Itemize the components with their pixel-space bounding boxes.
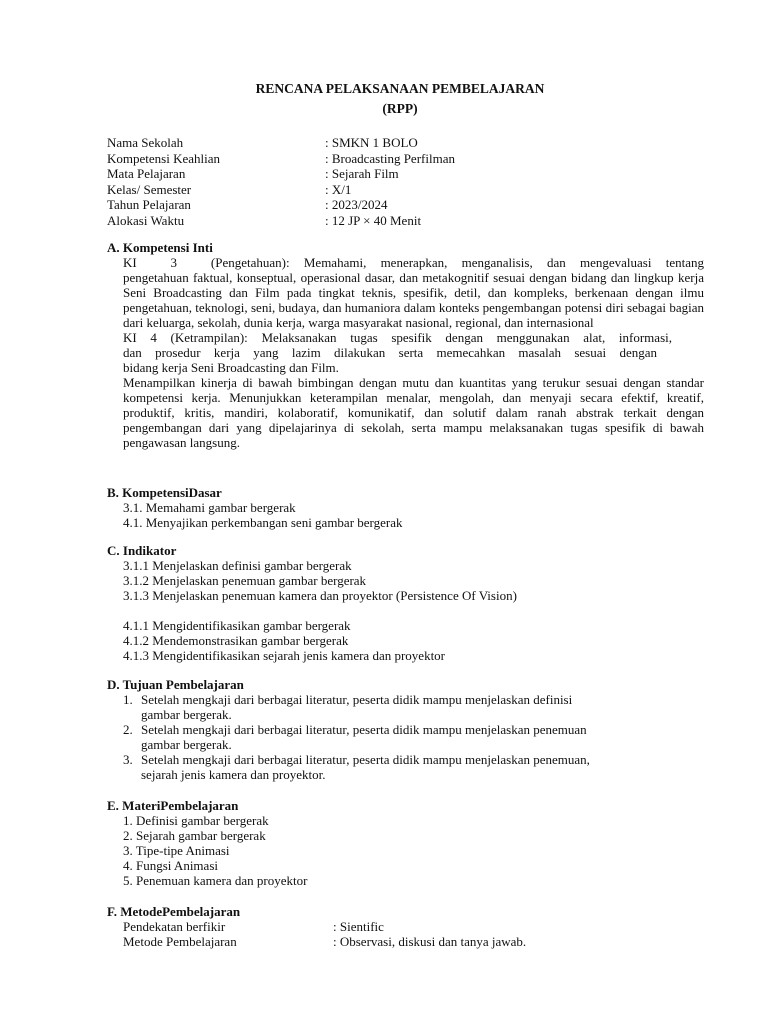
list-item: 4. Fungsi Animasi bbox=[123, 858, 218, 873]
identity-value: : SMKN 1 BOLO bbox=[325, 135, 418, 150]
item-text: Setelah mengkaji dari berbagai literatur, peserta didik mampu menjelaskan penemuan, bbox=[141, 752, 590, 767]
ki4-line: bidang kerja Seni Broadcasting dan Film. bbox=[123, 360, 339, 375]
identity-label: Kompetensi Keahlian bbox=[107, 150, 220, 166]
list-item: 3.1. Memahami gambar bergerak bbox=[123, 500, 296, 515]
item-number: 1. bbox=[123, 692, 133, 707]
list-item: 3.1.2 Menjelaskan penemuan gambar bergerak bbox=[123, 573, 367, 588]
list-item bbox=[123, 692, 681, 722]
section-kompetensi-dasar bbox=[107, 485, 403, 530]
section-heading: A. Kompetensi Inti bbox=[107, 240, 213, 255]
item-number: 2. bbox=[123, 722, 133, 737]
section-heading: C. Indikator bbox=[107, 543, 177, 558]
identity-label: Kelas/ Semester bbox=[107, 181, 192, 197]
list-item: 3. Tipe-tipe Animasi bbox=[123, 843, 230, 858]
section-heading: B. KompetensiDasar bbox=[107, 485, 222, 500]
list-item: 2. Sejarah gambar bergerak bbox=[123, 828, 266, 843]
list-item: 1. Definisi gambar bergerak bbox=[123, 813, 269, 828]
identity-label: Tahun Pelajaran bbox=[107, 197, 191, 212]
identity-value: : X/1 bbox=[325, 181, 352, 197]
section-tujuan-pembelajaran bbox=[107, 677, 681, 782]
spacer bbox=[107, 603, 517, 618]
document-title: RENCANA PELAKSANAAN PEMBELAJARAN bbox=[255, 81, 545, 96]
section-heading: E. MateriPembelajaran bbox=[107, 798, 239, 813]
list-item bbox=[123, 752, 681, 782]
method-label: Pendekatan berfikir bbox=[123, 919, 226, 934]
list-item: 4.1.2 Mendemonstrasikan gambar bergerak bbox=[123, 633, 349, 648]
ki4-line: dan prosedur kerja yang lazim dilakukan serta memecahkan masalah sesuai dengan bbox=[123, 345, 657, 360]
ki4-line: KI 4 (Ketrampilan): Melaksanakan tugas spesifik dengan menggunakan alat, informasi, bbox=[123, 330, 672, 345]
identity-value: : Broadcasting Perfilman bbox=[325, 150, 455, 166]
identity-value: : 2023/2024 bbox=[325, 197, 388, 212]
section-metode-pembelajaran bbox=[107, 904, 527, 949]
item-text: gambar bergerak. bbox=[141, 707, 232, 722]
item-text: Setelah mengkaji dari berbagai literatur, peserta didik mampu menjelaskan penemuan bbox=[141, 722, 587, 737]
ki3-text-start: : Memahami, menerapkan, menganalisis, dan mengevaluasi tentang bbox=[286, 255, 704, 270]
ki4-paragraph: Menampilkan kinerja di bawah bimbingan dengan mutu dan kuantitas yang terukur sesuai dengan standar kompetensi kerja. Menunjukkan keterampilan menalar, mengolah, dan menyaji secara efektif, kreatif, produktif, kritis, mandiri, kolaboratif, komunikatif, dan solutif dalam ranah abstrak terkait dengan pengembangan dari yang dipelajarinya di sekolah, serta mampu melaksanakan tugas spesifik di bawah pengawasan langsung. bbox=[123, 375, 704, 450]
identity-value: : 12 JP × 40 Menit bbox=[325, 212, 422, 228]
item-text: Setelah mengkaji dari berbagai literatur, peserta didik mampu menjelaskan definisi bbox=[141, 692, 573, 707]
item-text: sejarah jenis kamera dan proyektor. bbox=[141, 767, 326, 782]
section-indikator bbox=[107, 543, 517, 663]
identity-label: Nama Sekolah bbox=[107, 135, 184, 150]
ki3-first-line bbox=[123, 255, 704, 270]
ki3-label: KI 3 (Pengetahuan) bbox=[123, 255, 286, 270]
identity-value: : Sejarah Film bbox=[325, 166, 399, 181]
ki3-text: pengetahuan faktual, konseptual, operasional dasar, dan metakognitif sesuai dengan bidang dan lingkup kerja Seni Broadcasting dan Film pada tingkat teknis, spesifik, detil, dan kompleks, berkenaan dengan ilmu pengetahuan, teknologi, seni, budaya, dan humaniora dalam konteks pengembangan potensi diri sebagai bagian dari keluarga, sekolah, dunia kerja, warga masyarakat nasional, regional, dan internasional bbox=[123, 270, 704, 330]
section-materi-pembelajaran bbox=[107, 798, 307, 888]
list-item: 4.1. Menyajikan perkembangan seni gambar bergerak bbox=[123, 515, 403, 530]
method-row bbox=[123, 919, 384, 934]
method-value: : Observasi, diskusi dan tanya jawab. bbox=[333, 934, 527, 949]
item-text: gambar bergerak. bbox=[141, 737, 232, 752]
method-value: : Sientific bbox=[333, 919, 384, 934]
document-subtitle: (RPP) bbox=[382, 101, 418, 116]
method-label: Metode Pembelajaran bbox=[123, 934, 237, 949]
section-heading: D. Tujuan Pembelajaran bbox=[107, 677, 244, 692]
identity-label: Alokasi Waktu bbox=[107, 212, 185, 228]
section-heading: F. MetodePembelajaran bbox=[107, 904, 241, 919]
list-item: 3.1.1 Menjelaskan definisi gambar bergerak bbox=[123, 558, 352, 573]
list-item: 4.1.3 Mengidentifikasikan sejarah jenis kamera dan proyektor bbox=[123, 648, 446, 663]
list-item: 3.1.3 Menjelaskan penemuan kamera dan proyektor (Persistence Of Vision) bbox=[123, 588, 517, 603]
identity-label: Mata Pelajaran bbox=[107, 166, 186, 181]
list-item: 4.1.1 Mengidentifikasikan gambar bergerak bbox=[123, 618, 351, 633]
method-row bbox=[123, 934, 527, 949]
item-number: 3. bbox=[123, 752, 133, 767]
section-kompetensi-inti bbox=[107, 240, 704, 450]
list-item: 5. Penemuan kamera dan proyektor bbox=[123, 873, 308, 888]
list-item bbox=[123, 722, 681, 752]
